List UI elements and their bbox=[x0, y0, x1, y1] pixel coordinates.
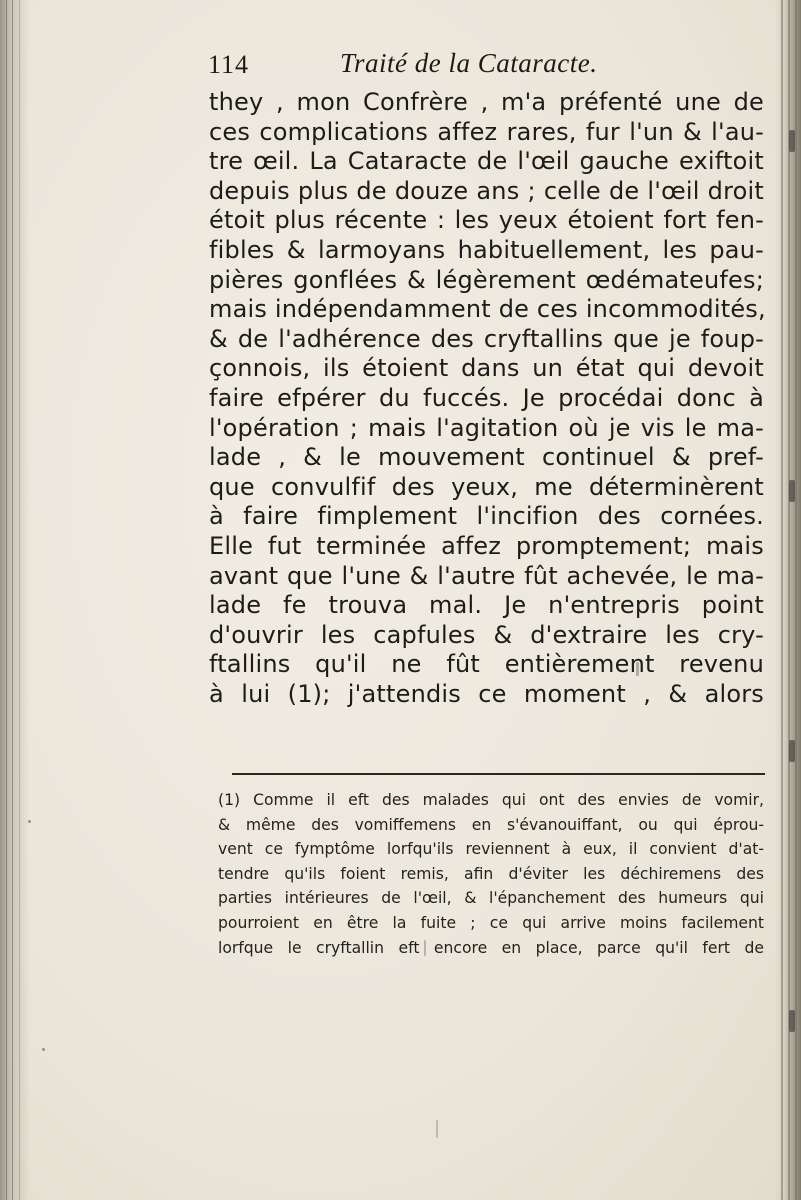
footnote-line: tendre qu'ils foient remis, afin d'éviter les déchiremens des bbox=[218, 864, 764, 883]
body-line: faire efpérer du fuccés. Je procédai donc à bbox=[209, 383, 764, 412]
body-text bbox=[209, 88, 764, 709]
footnote-line: lorfque le cryftallin eft encore en place, parce qu'il fert de bbox=[218, 938, 764, 957]
binding-line bbox=[19, 0, 20, 1200]
binding-line bbox=[6, 0, 7, 1200]
body-line: avant que l'une & l'autre fût achevée, le ma- bbox=[209, 561, 764, 590]
paper-speck bbox=[424, 940, 426, 956]
edge-mark bbox=[789, 480, 795, 502]
body-line: l'opération ; mais l'agitation où je vis le ma- bbox=[209, 413, 764, 442]
body-line: ces complications affez rares, fur l'un & l'au- bbox=[209, 117, 764, 146]
body-line: pières gonflées & légèrement œdémateufes; bbox=[209, 265, 764, 294]
edge-mark bbox=[789, 740, 795, 762]
body-line: fibles & larmoyans habituellement, les pau- bbox=[209, 235, 764, 264]
body-line: à faire fimplement l'incifion des cornées. bbox=[209, 502, 764, 531]
binding-line bbox=[12, 0, 13, 1200]
page-edge-line bbox=[781, 0, 783, 1200]
body-line: étoit plus récente : les yeux étoient fort fen- bbox=[209, 206, 764, 235]
page-edge-line bbox=[795, 0, 797, 1200]
body-line: Elle fut terminée affez promptement; mais bbox=[209, 531, 764, 560]
footnote bbox=[218, 788, 764, 960]
body-line: mais indépendamment de ces incommodités, bbox=[209, 295, 766, 324]
footnote-line: & même des vomiffemens en s'évanouiffant, ou qui éprou- bbox=[218, 815, 764, 834]
body-line: çonnois, ils étoient dans un état qui devoit bbox=[209, 354, 764, 383]
body-line: depuis plus de douze ans ; celle de l'œil droit bbox=[209, 176, 764, 205]
page-number: 114 bbox=[208, 50, 250, 79]
body-line: lade fe trouva mal. Je n'entrepris point bbox=[209, 591, 764, 620]
paper-speck bbox=[42, 1048, 45, 1051]
body-line: que convulfif des yeux, me déterminèrent bbox=[209, 472, 764, 501]
running-title: Traité de la Cataracte. bbox=[340, 48, 598, 78]
footnote-line: pourroient en être la fuite ; ce qui arrive moins facilement bbox=[218, 913, 764, 932]
body-line: ftallins qu'il ne fût entièrement revenu bbox=[209, 650, 764, 679]
paper-speck bbox=[636, 662, 639, 676]
body-line: tre œil. La Cataracte de l'œil gauche exiftoit bbox=[209, 147, 764, 176]
binding-gutter bbox=[0, 0, 30, 1200]
footnote-line: vent ce fymptôme lorfqu'ils reviennent à eux, il convient d'at- bbox=[218, 840, 764, 859]
body-line: lade , & le mouvement continuel & pref- bbox=[209, 443, 764, 472]
edge-mark bbox=[789, 1010, 795, 1032]
footnote-line: parties intérieures de l'œil, & l'épanchement des humeurs qui bbox=[218, 889, 764, 908]
body-line: d'ouvrir les capfules & d'extraire les cry- bbox=[209, 620, 764, 649]
body-line: & de l'adhérence des cryftallins que je foup- bbox=[209, 324, 764, 353]
footnote-rule bbox=[232, 773, 765, 775]
paper-speck bbox=[28, 820, 31, 823]
footnote-line: (1) Comme il eft des malades qui ont des envies de vomir, bbox=[218, 791, 764, 809]
running-head bbox=[208, 50, 638, 84]
body-line: they , mon Confrère , m'a préfenté une de bbox=[209, 88, 764, 116]
paper-speck bbox=[436, 1120, 438, 1138]
edge-mark bbox=[789, 130, 795, 152]
body-line: à lui (1); j'attendis ce moment , & alors bbox=[209, 679, 764, 708]
